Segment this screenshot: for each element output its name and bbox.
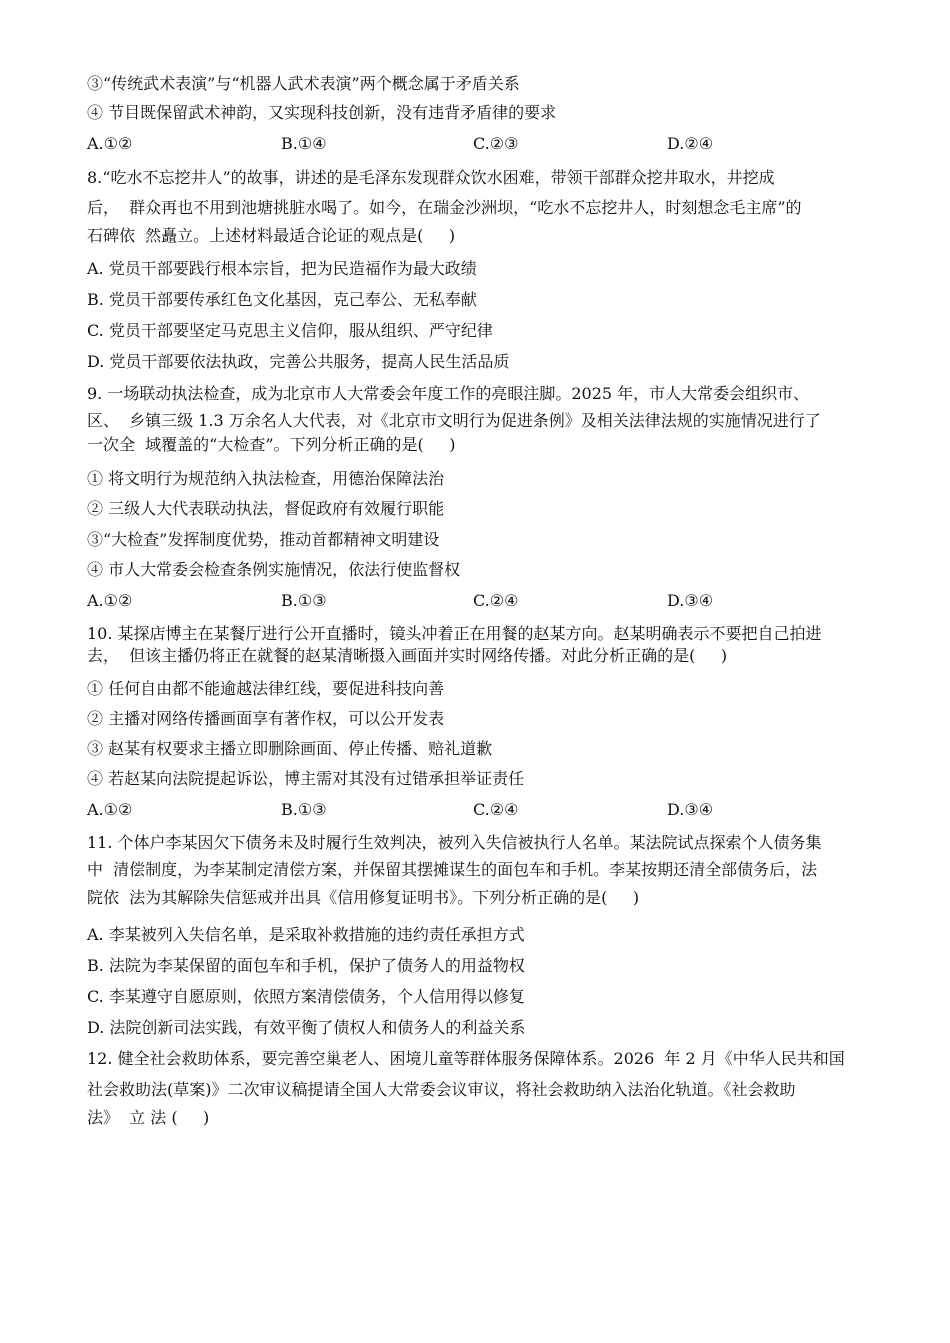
q9-statement-4: ④ 市人大常委会检查条例实施情况，依法行使监督权 [87, 560, 461, 579]
q11-option-d: D. 法院创新司法实践，有效平衡了债权人和债务人的利益关系 [87, 1018, 526, 1037]
q10-stem-line-1: 10. 某探店博主在某餐厅进行公开直播时，镜头冲着正在用餐的赵某方向。赵某明确表示不要把自己拍进 [87, 624, 822, 643]
q9-option-a: A.①② [87, 591, 133, 610]
q12-stem-line-2: 社会救助法(草案)》二次审议稿提请全国人大常委会议审议，将社会救助纳入法治化轨道。《社会救助 [87, 1080, 796, 1099]
q12-stem-line-1: 12. 健全社会救助体系，要完善空巢老人、困境儿童等群体服务保障体系。2026 年 2 月《中华人民共和国 [87, 1049, 845, 1068]
q10-statement-2: ② 主播对网络传播画面享有著作权，可以公开发表 [87, 709, 445, 728]
q9-statement-3: ③“大检查”发挥制度优势，推动首都精神文明建设 [87, 530, 440, 549]
q9-option-d: D.③④ [667, 591, 714, 610]
q10-option-d: D.③④ [667, 800, 714, 819]
q10-statement-4: ④ 若赵某向法院提起诉讼，博主需对其没有过错承担举证责任 [87, 769, 525, 788]
q11-stem-line-2: 中 清偿制度，为李某制定清偿方案，并保留其摆摊谋生的面包车和手机。李某按期还清全部债务后，法 [87, 860, 818, 879]
q7-option-d: D.②④ [667, 134, 714, 153]
q8-stem-line-1: 8.“吃水不忘挖井人”的故事，讲述的是毛泽东发现群众饮水困难，带领干部群众挖井取水，井挖成 [87, 168, 775, 187]
q10-statement-3: ③ 赵某有权要求主播立即删除画面、停止传播、赔礼道歉 [87, 739, 493, 758]
q8-stem-line-3: 石碑依 然矗立。上述材料最适合论证的观点是( ) [87, 226, 456, 245]
q11-option-b: B. 法院为李某保留的面包车和手机，保护了债务人的用益物权 [87, 956, 525, 975]
q10-statement-1: ① 任何自由都不能逾越法律红线，要促进科技向善 [87, 679, 445, 698]
q10-option-b: B.①③ [281, 800, 327, 819]
q8-option-b: B. 党员干部要传承红色文化基因，克己奉公、无私奉献 [87, 290, 477, 309]
q7-option-b: B.①④ [281, 134, 327, 153]
q9-option-c: C.②④ [473, 591, 519, 610]
q9-stem-line-2: 区、 乡镇三级 1.3 万余名人大代表，对《北京市文明行为促进条例》及相关法律法规的实施情况进行了 [87, 411, 821, 430]
q7-option-c: C.②③ [473, 134, 519, 153]
q9-option-b: B.①③ [281, 591, 327, 610]
q8-option-d: D. 党员干部要依法执政，完善公共服务，提高人民生活品质 [87, 352, 510, 371]
q11-stem-line-1: 11. 个体户李某因欠下债务未及时履行生效判决，被列入失信被执行人名单。某法院试点探索个人债务集 [87, 833, 822, 852]
q9-statement-1: ① 将文明行为规范纳入执法检查，用德治保障法治 [87, 469, 445, 488]
q12-stem-line-3: 法》 立 法 ( ) [87, 1108, 210, 1127]
q10-stem-line-2: 去， 但该主播仍将正在就餐的赵某清晰摄入画面并实时网络传播。对此分析正确的是( ) [87, 646, 728, 665]
q9-stem-line-3: 一次全 域覆盖的“大检查”。下列分析正确的是( ) [87, 435, 456, 454]
q7-option-a: A.①② [87, 134, 133, 153]
q9-statement-2: ② 三级人大代表联动执法，督促政府有效履行职能 [87, 499, 445, 518]
q8-stem-line-2: 后， 群众再也不用到池塘挑脏水喝了。如今，在瑞金沙洲坝，“吃水不忘挖井人，时刻想念毛主席”的 [87, 198, 802, 217]
q8-option-a: A. 党员干部要践行根本宗旨，把为民造福作为最大政绩 [87, 259, 477, 278]
q11-option-a: A. 李某被列入失信名单，是采取补救措施的违约责任承担方式 [87, 925, 525, 944]
q7-statement-4: ④ 节目既保留武术神韵，又实现科技创新，没有违背矛盾律的要求 [87, 103, 557, 122]
q10-option-a: A.①② [87, 800, 133, 819]
q7-statement-3: ③“传统武术表演”与“机器人武术表演”两个概念属于矛盾关系 [87, 74, 520, 93]
q11-option-c: C. 李某遵守自愿原则，依照方案清偿债务，个人信用得以修复 [87, 987, 525, 1006]
q11-stem-line-3: 院依 法为其解除失信惩戒并出具《信用修复证明书》。下列分析正确的是( ) [87, 888, 640, 907]
q9-stem-line-1: 9. 一场联动执法检查，成为北京市人大常委会年度工作的亮眼注脚。2025 年，市人大常委会组织市、 [87, 384, 810, 403]
q8-option-c: C. 党员干部要坚定马克思主义信仰，服从组织、严守纪律 [87, 321, 493, 340]
q10-option-c: C.②④ [473, 800, 519, 819]
